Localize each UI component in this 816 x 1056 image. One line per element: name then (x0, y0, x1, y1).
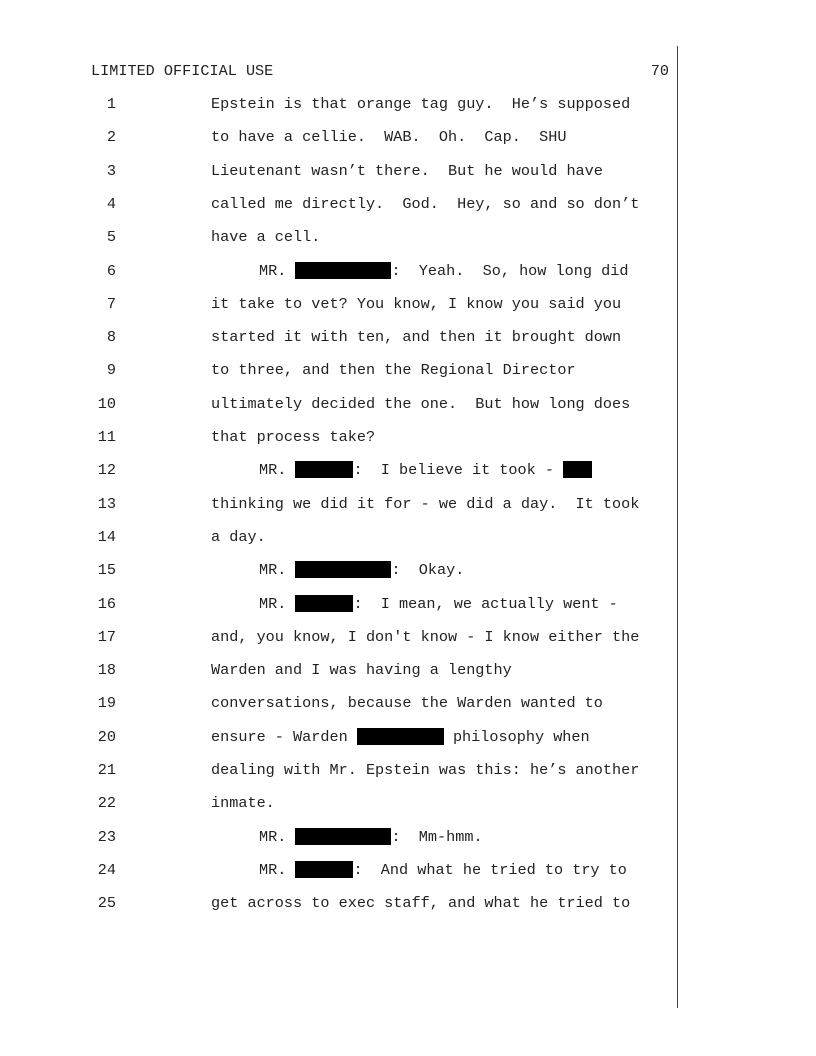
line-text: Warden and I was having a lengthy (211, 661, 512, 680)
transcript-line (0, 561, 816, 581)
redaction-block (295, 561, 391, 578)
page-number: 70 (650, 62, 669, 80)
line-text: that process take? (211, 428, 376, 446)
speaker-text: : And what he tried to try to (353, 860, 627, 879)
line-number: 20 (97, 727, 116, 746)
line-text: it take to vet? You know, I know you said you (211, 294, 622, 313)
redaction-block (295, 828, 391, 845)
transcript-line (0, 894, 816, 914)
transcript-line (0, 395, 816, 415)
line-number: 23 (97, 827, 116, 846)
transcript-line (0, 128, 816, 148)
line-number: 22 (97, 794, 116, 813)
transcript-line (0, 595, 816, 615)
line-text: ultimately decided the one. But how long does (211, 394, 631, 413)
transcript-line (0, 328, 816, 348)
transcript-line (0, 461, 816, 481)
line-number: 4 (106, 194, 116, 213)
line-text: started it with ten, and then it brought down (211, 328, 622, 347)
speaker-prefix: MR. (259, 827, 296, 846)
line-number: 11 (97, 428, 116, 446)
line-number: 16 (97, 594, 116, 613)
line-text (259, 861, 627, 879)
line-text (211, 728, 590, 746)
line-number: 21 (97, 761, 116, 779)
line-number: 8 (106, 328, 116, 347)
redaction-block (563, 461, 592, 478)
speaker-text: : Yeah. So, how long did (391, 261, 629, 280)
redaction-block (295, 595, 353, 612)
line-text: conversations, because the Warden wanted to (211, 694, 603, 713)
line-text: Lieutenant wasn’t there. But he would have (211, 161, 603, 180)
speaker-text: : I mean, we actually went - (353, 594, 618, 613)
transcript-line (0, 162, 816, 182)
line-text (259, 595, 618, 613)
speaker-prefix: MR. (259, 461, 296, 480)
line-number: 14 (97, 527, 116, 546)
line-text: and, you know, I don't know - I know either the (211, 627, 640, 646)
speaker-text: : Mm-hmm. (391, 827, 483, 846)
line-text: to three, and then the Regional Director (211, 361, 576, 380)
line-text: inmate. (211, 794, 275, 813)
transcript-line (0, 528, 816, 548)
line-number: 10 (97, 394, 116, 413)
transcript-line (0, 495, 816, 515)
redaction-block (295, 262, 391, 279)
transcript-line (0, 628, 816, 648)
line-text: thinking we did it for - we did a day. It took (211, 494, 640, 513)
classification-label: LIMITED OFFICIAL USE (91, 62, 274, 80)
line-number: 19 (97, 694, 116, 713)
line-number: 6 (106, 261, 116, 280)
line-number: 13 (97, 494, 116, 513)
redaction-block (295, 461, 353, 478)
line-text: a day. (211, 527, 266, 546)
redaction-block (295, 861, 353, 878)
transcript-line (0, 861, 816, 881)
transcript-line (0, 361, 816, 381)
line-text (259, 461, 592, 479)
line-text: to have a cellie. WAB. Oh. Cap. SHU (211, 128, 567, 147)
redaction-block (357, 728, 444, 745)
line-number: 7 (106, 294, 116, 313)
page-header (91, 62, 669, 80)
line-number: 18 (97, 661, 116, 680)
line-text (259, 828, 483, 846)
speaker-prefix: MR. (259, 860, 296, 879)
speaker-prefix: MR. (259, 561, 296, 580)
transcript-line (0, 95, 816, 115)
line-number: 24 (97, 860, 116, 879)
line-text: Epstein is that orange tag guy. He’s supposed (211, 95, 631, 113)
speaker-text: : Okay. (391, 561, 465, 580)
line-text: dealing with Mr. Epstein was this: he’s another (211, 761, 640, 779)
transcript-line (0, 694, 816, 714)
transcript-line (0, 228, 816, 248)
line-number: 17 (97, 627, 116, 646)
line-text: have a cell. (211, 228, 321, 247)
line-number: 1 (106, 95, 116, 113)
line-text-after-redaction: philosophy when (443, 727, 590, 746)
line-text (259, 262, 628, 280)
line-number: 12 (97, 461, 116, 480)
line-number: 5 (106, 228, 116, 247)
line-text: get across to exec staff, and what he tried to (211, 894, 631, 913)
speaker-text: : I believe it took - (353, 461, 564, 480)
transcript-line (0, 661, 816, 681)
line-text: called me directly. God. Hey, so and so don’t (211, 194, 640, 213)
transcript-line (0, 728, 816, 748)
transcript-line (0, 295, 816, 315)
line-number: 2 (106, 128, 116, 147)
line-number: 9 (106, 361, 116, 380)
line-number: 25 (97, 894, 116, 913)
speaker-prefix: MR. (259, 594, 296, 613)
transcript-line (0, 428, 816, 448)
transcript-line (0, 761, 816, 781)
transcript-line (0, 828, 816, 848)
line-text-before-redaction: ensure - Warden (211, 727, 357, 746)
transcript-line (0, 195, 816, 215)
line-number: 3 (106, 161, 116, 180)
line-text (259, 561, 464, 579)
transcript-line (0, 794, 816, 814)
speaker-prefix: MR. (259, 261, 296, 280)
line-number: 15 (97, 561, 116, 580)
transcript-line (0, 262, 816, 282)
